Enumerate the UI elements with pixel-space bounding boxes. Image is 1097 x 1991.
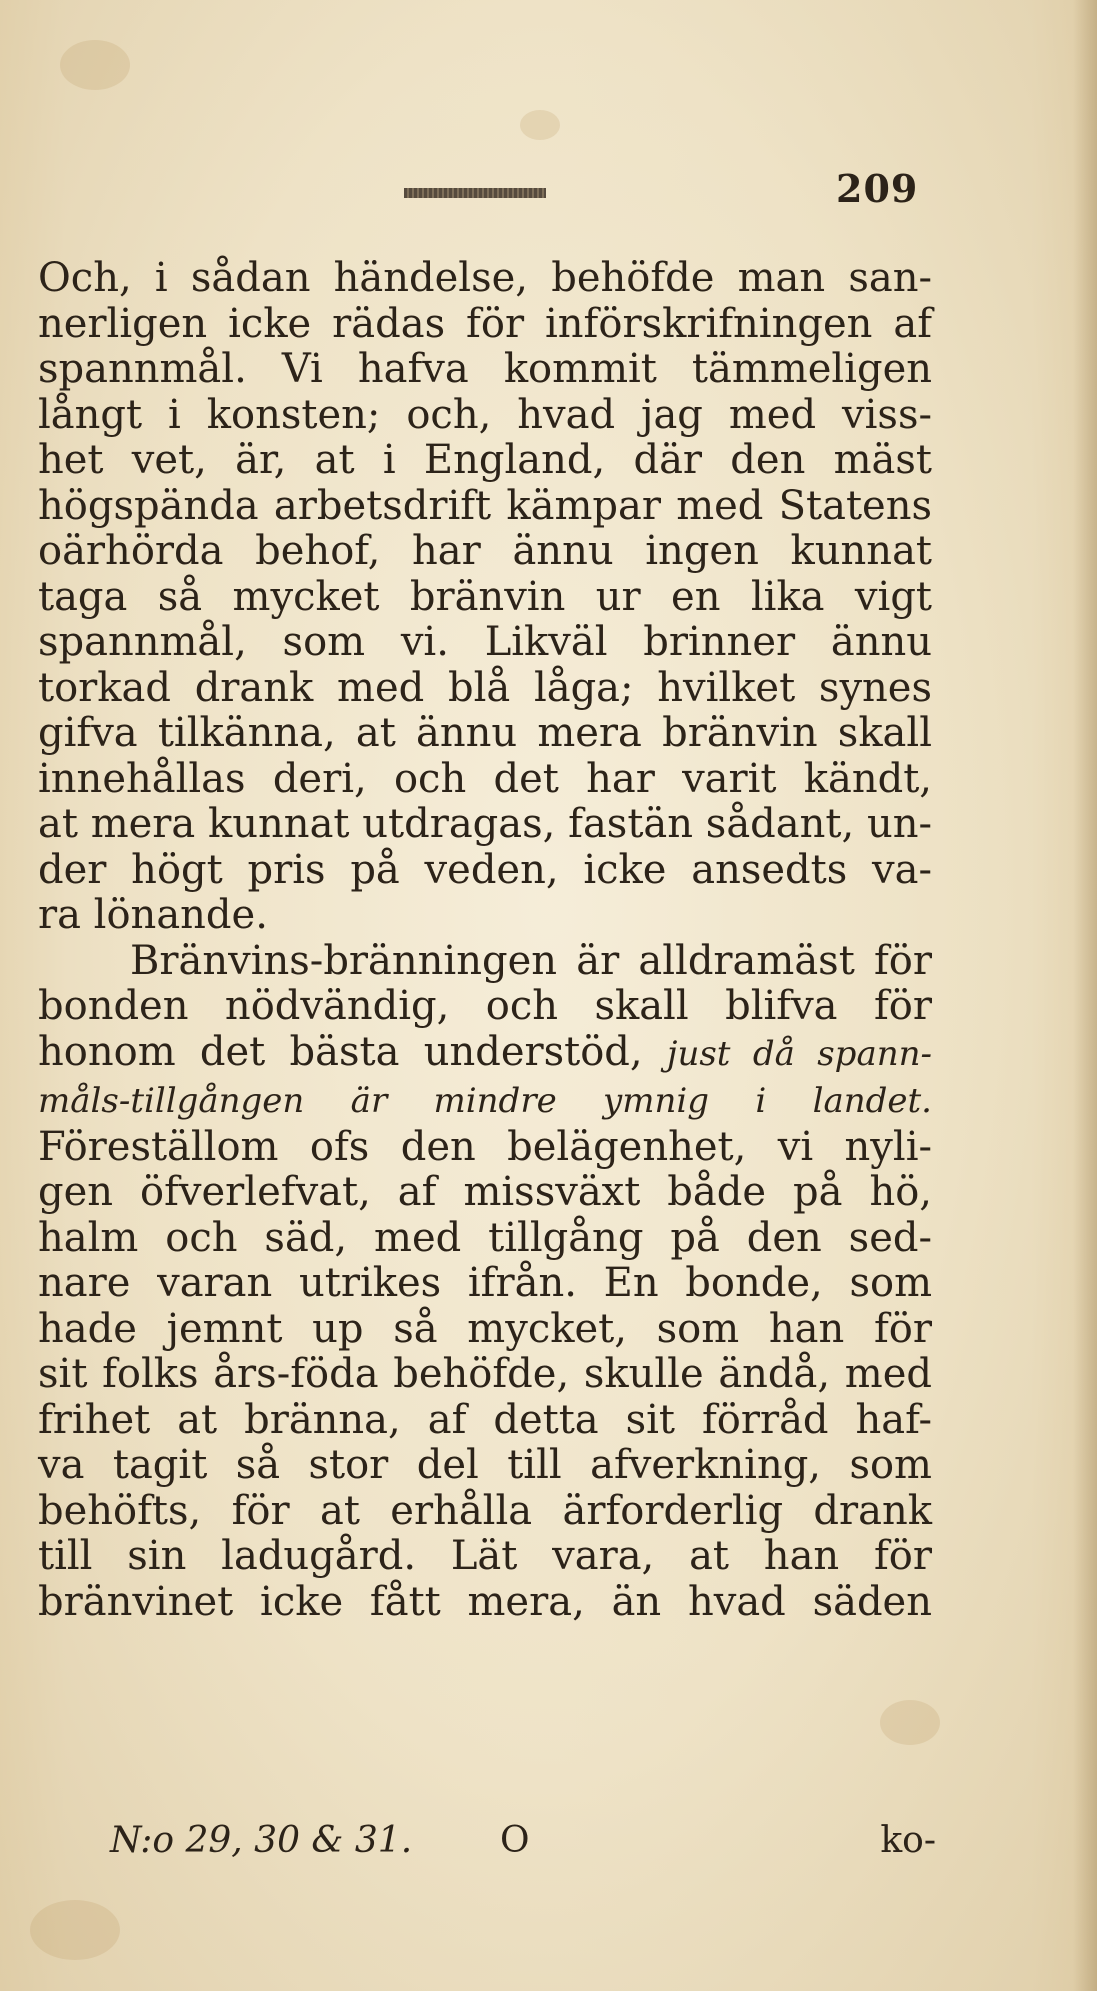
foxing-stain: [520, 110, 560, 140]
text-line-roman: honom det bästa understöd,: [38, 1028, 667, 1075]
text-line: at mera kunnat utdragas, fastän sådant, un-: [38, 801, 932, 847]
text-line: bonden nödvändig, och skall blifva för: [38, 983, 932, 1029]
paragraph-start-line: Bränvins-bränningen är alldramäst för: [130, 937, 932, 984]
text-line: halm och säd, med tillgång på den sed-: [38, 1214, 932, 1261]
text-line: nerligen icke rädas för införskrifningen af: [38, 300, 932, 347]
text-line: Och, i sådan händelse, behöfde man san-: [38, 255, 932, 301]
foxing-stain: [60, 40, 130, 90]
text-line: oärhörda behof, har ännu ingen kunnat: [38, 528, 932, 574]
text-line: nare varan utrikes ifrån. En bonde, som: [38, 1260, 932, 1306]
text-line: innehållas deri, och det har varit kändt,: [38, 755, 932, 802]
text-line: [38, 1030, 932, 1078]
text-line: gifva tilkänna, at ännu mera bränvin skall: [38, 710, 932, 756]
text-line: bränvinet icke fått mera, än hvad säden: [38, 1578, 932, 1625]
text-line: gen öfverlefvat, af missväxt både på hö,: [38, 1169, 932, 1215]
text-line: va tagit så stor del till afverkning, som: [38, 1442, 932, 1488]
sheet-signature-mark: O: [500, 1820, 530, 1861]
text-line: het vet, är, at i England, där den mäst: [38, 437, 932, 483]
foxing-stain: [30, 1900, 120, 1960]
text-line: sit folks års-föda behöfde, skulle ändå, med: [38, 1351, 932, 1397]
text-line-italic: just då spann-: [666, 1033, 932, 1074]
text-line: torkad drank med blå låga; hvilket synes: [38, 664, 932, 711]
text-line: [38, 1077, 932, 1125]
foxing-stain: [880, 1700, 940, 1745]
text-line: frihet at bränna, af detta sit förråd haf-: [38, 1396, 932, 1443]
page-number: 209: [836, 166, 919, 211]
page-edge-shadow: [1073, 0, 1097, 1991]
text-line: spannmål. Vi hafva kommit tämmeligen: [38, 346, 932, 392]
text-line: till sin ladugård. Lät vara, at han för: [38, 1533, 932, 1579]
header-ornament-rule: [404, 188, 546, 198]
text-line: hade jemnt up så mycket, som han för: [38, 1305, 932, 1352]
text-line: taga så mycket bränvin ur en lika vigt: [38, 573, 932, 620]
paragraph-end-line: ra lönande.: [38, 892, 268, 938]
text-line: långt i konsten; och, hvad jag med viss-: [38, 391, 932, 438]
body-text: [38, 256, 932, 1625]
text-line: Föreställom ofs den belägenhet, vi nyli-: [38, 1123, 932, 1170]
text-line: behöfts, för at erhålla ärforderlig drank: [38, 1487, 932, 1534]
text-line: högspända arbetsdrift kämpar med Statens: [38, 482, 932, 529]
page-footer: [110, 1820, 936, 1870]
text-line: spannmål, som vi. Likväl brinner ännu: [38, 619, 932, 665]
issue-signature: N:o 29, 30 & 31.: [110, 1820, 413, 1861]
catchword: ko-: [880, 1820, 936, 1861]
text-line-italic: måls-tillgången är mindre ymnig i landet.: [38, 1081, 932, 1121]
text-line: der högt pris på veden, icke ansedts va-: [38, 846, 932, 893]
